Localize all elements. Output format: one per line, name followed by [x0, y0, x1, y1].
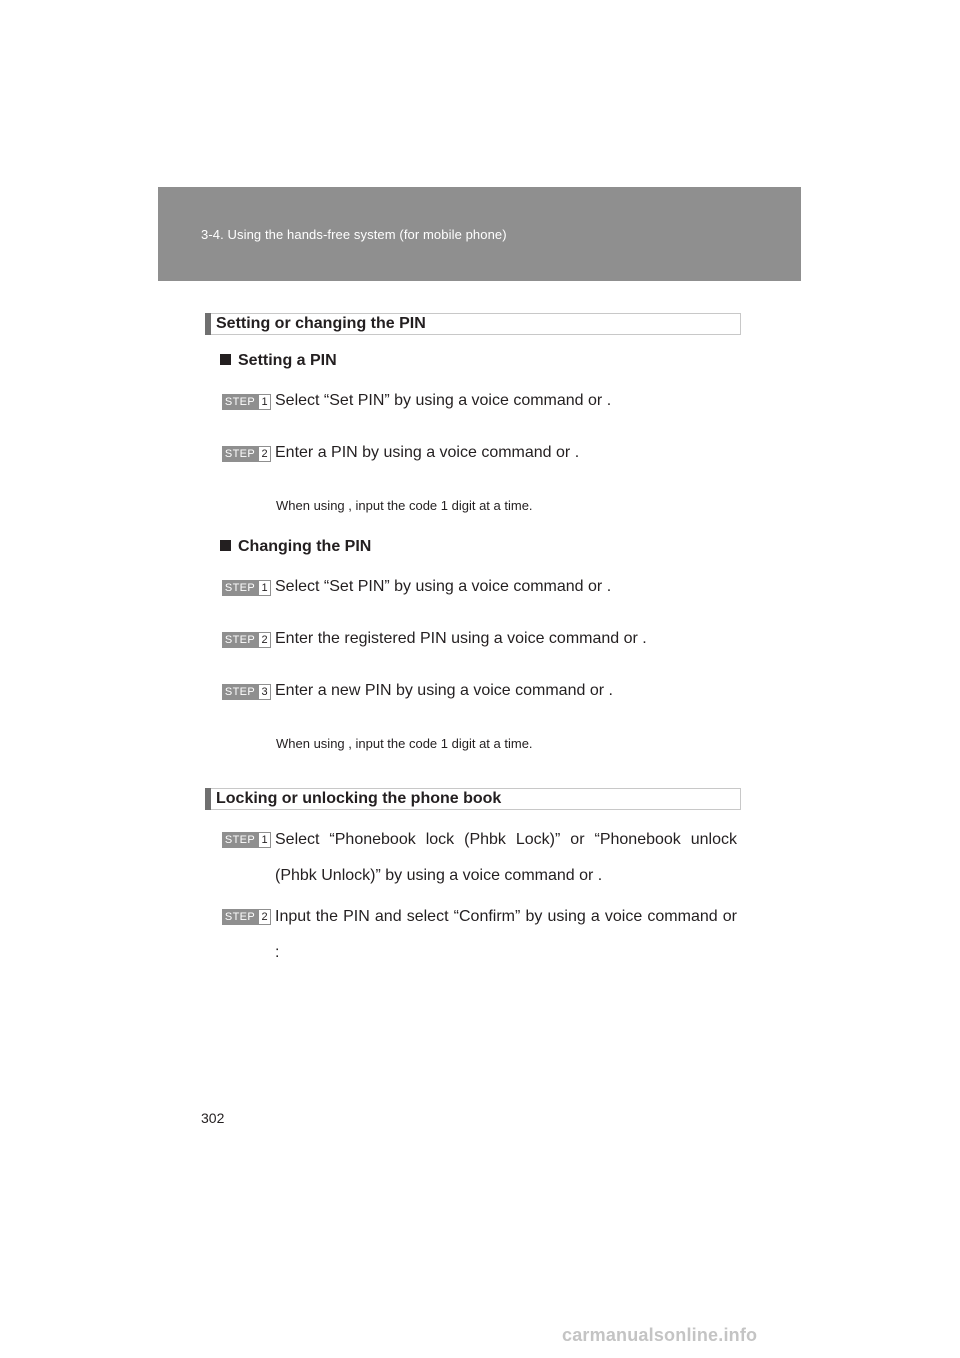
section-title: Setting or changing the PIN	[216, 315, 426, 332]
step-number: 2	[258, 446, 271, 462]
step-label: STEP	[224, 448, 256, 460]
step-badge	[222, 832, 271, 848]
step-number: 3	[258, 684, 271, 700]
step-badge	[222, 909, 271, 925]
step-text: Select “Set PIN” by using a voice command or .	[275, 578, 612, 595]
step-badge	[222, 446, 271, 462]
section-heading-phonebook	[205, 788, 741, 810]
step-label: STEP	[224, 911, 256, 923]
step-label: STEP	[224, 834, 256, 846]
step-label: STEP	[224, 634, 256, 646]
step-text: Select “Phonebook lock (Phbk Lock)” or “Phonebook unlock (Phbk Unlock)” by using a voice command or .	[275, 831, 737, 884]
step-label: STEP	[224, 582, 256, 594]
watermark: carmanualsonline.info	[562, 1325, 758, 1345]
chapter-header-bar	[158, 187, 801, 281]
section-heading-pin	[205, 313, 741, 335]
step-badge	[222, 632, 271, 648]
chapter-title: 3-4. Using the hands-free system (for mobile phone)	[201, 227, 507, 242]
subsection-heading-setting-pin	[220, 352, 337, 370]
subsection-title: Setting a PIN	[238, 352, 337, 369]
page-number: 302	[201, 1110, 225, 1126]
step-badge	[222, 394, 271, 410]
subsection-heading-changing-pin	[220, 538, 371, 556]
step-note: When using , input the code 1 digit at a time.	[276, 498, 533, 513]
step-text: Enter the registered PIN using a voice command or .	[275, 630, 647, 647]
step-text: Enter a PIN by using a voice command or .	[275, 444, 580, 461]
step-label: STEP	[224, 396, 256, 408]
step-number: 2	[258, 909, 271, 925]
section-marker	[205, 313, 211, 335]
step-text: Enter a new PIN by using a voice command or .	[275, 682, 613, 699]
subsection-title: Changing the PIN	[238, 538, 372, 555]
square-bullet-icon	[220, 540, 231, 551]
step-badge	[222, 684, 271, 700]
section-marker	[205, 788, 211, 810]
step-label: STEP	[224, 686, 256, 698]
step-note: When using , input the code 1 digit at a time.	[276, 736, 533, 751]
square-bullet-icon	[220, 354, 231, 365]
step-text: Input the PIN and select “Confirm” by using a voice command or :	[275, 908, 737, 961]
step-number: 1	[258, 832, 271, 848]
step-number: 2	[258, 632, 271, 648]
step-text: Select “Set PIN” by using a voice command or .	[275, 392, 612, 409]
step-badge	[222, 580, 271, 596]
step-number: 1	[258, 394, 271, 410]
section-title: Locking or unlocking the phone book	[216, 790, 502, 807]
step-number: 1	[258, 580, 271, 596]
